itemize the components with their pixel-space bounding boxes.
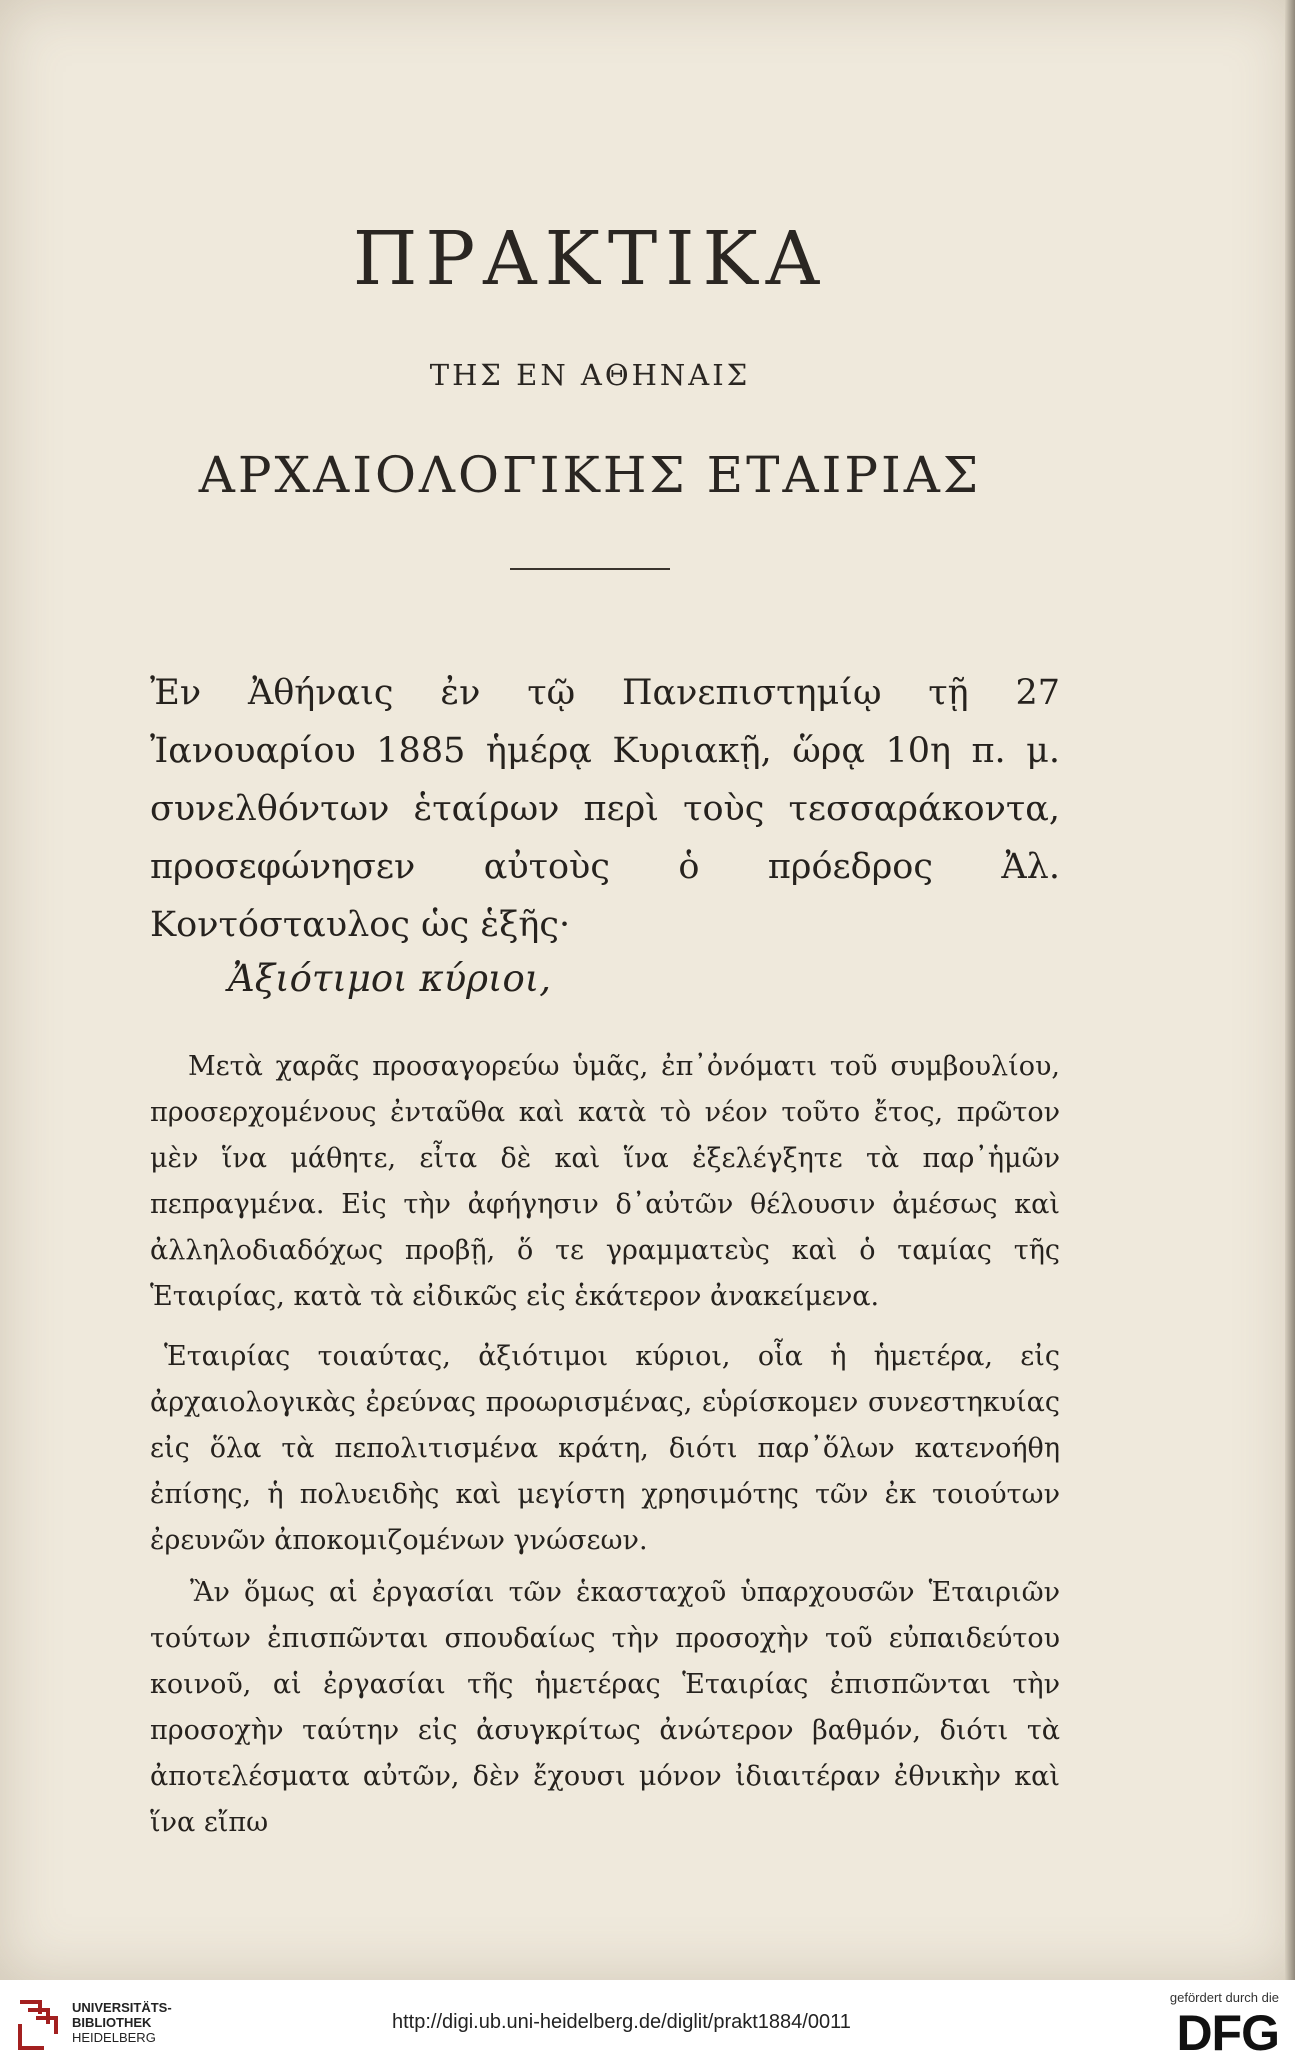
society-name: ΑΡΧΑΙΟΛΟΓΙΚΗΣ ΕΤΑΙΡΙΑΣ	[198, 446, 982, 504]
salutation: Ἀξιότιμοι κύριοι,	[228, 957, 552, 1000]
ub-heidelberg-logo-icon[interactable]	[14, 1994, 62, 2056]
library-name[interactable]	[72, 2000, 172, 2045]
body-paragraph-2: Ἑταιρίας τοιαύτας, ἀξιότιμοι κύριοι, οἷα ἡ ἡμετέρα, εἰς ἀρχαιολογικὰς ἐρεύνας προωρισμένας, εὑρίσκομεν συνεστηκυίας εἰς ὅλα τὰ πεπολιτισμένα κράτη, διότι παρ᾽ὅλων κατενοήθη ἐπίσης, ἡ πολυειδὴς καὶ μεγίστη χρησιμότης τῶν ἐκ τοιούτων ἐρευνῶν ἀποκομιζομένων γνώσεων.	[150, 1341, 1060, 1556]
library-name-line-2: BIBLIOTHEK	[72, 2015, 152, 2030]
library-name-line-1: UNIVERSITÄTS-	[72, 2000, 172, 2015]
dfg-logo[interactable]: DFG	[1176, 2005, 1279, 2061]
body-paragraph-1: Μετὰ χαρᾶς προσαγορεύω ὑμᾶς, ἐπ᾽ὀνόματι τοῦ συμβουλίου, προσερχομένους ἐνταῦθα καὶ κατὰ τὸ νέον τοῦτο ἔτος, πρῶτον μὲν ἵνα μάθητε, εἶτα δὲ καὶ ἵνα ἐξελέγξητε τὰ παρ᾽ἡμῶν πεπραγμένα. Εἰς τὴν ἀφήγησιν δ᾽αὐτῶν θέλουσιν ἀμέσως καὶ ἀλληλοδιαδόχως προβῇ, ὅ τε γραμματεὺς καὶ ὁ ταμίας τῆς Ἑταιρίας, κατὰ τὰ εἰδικῶς εἰς ἑκάτερον ἀνακείμενα.	[150, 1051, 1060, 1312]
viewer-footer	[0, 1980, 1295, 2071]
permalink-url[interactable]: http://digi.ub.uni-heidelberg.de/diglit/prakt1884/0011	[392, 2011, 851, 2033]
document-title: ΠΡΑΚΤΙΚΑ	[352, 216, 828, 302]
library-name-line-3: HEIDELBERG	[72, 2030, 156, 2045]
page-edge	[1285, 0, 1295, 1980]
title-divider	[510, 568, 670, 570]
intro-paragraph: Ἐν Ἀθήναις ἐν τῷ Πανεπιστημίῳ τῇ 27 Ἰανουαρίου 1885 ἡμέρᾳ Κυριακῇ, ὥρᾳ 10η π. μ. συνελθόντων ἑταίρων περὶ τοὺς τεσσαράκοντα, προσεφώνησεν αὐτοὺς ὁ πρόεδρος Ἀλ. Κοντόσταυλος ὡς ἑξῆς·	[150, 673, 1060, 945]
document-subtitle: ΤΗΣ ΕΝ ΑΘΗΝΑΙΣ	[429, 358, 751, 392]
body-paragraph-3: Ἂν ὅμως αἱ ἐργασίαι τῶν ἑκασταχοῦ ὑπαρχουσῶν Ἑταιριῶν τούτων ἐπισπῶνται σπουδαίως τὴν προσοχὴν τοῦ εὐπαιδεύτου κοινοῦ, αἱ ἐργασίαι τῆς ἡμετέρας Ἑταιρίας ἐπισπῶνται τὴν προσοχὴν ταύτην εἰς ἀσυγκρίτως ἀνώτερον βαθμόν, διότι τὰ ἀποτελέσματα αὐτῶν, δὲν ἔχουσι μόνον ἰδιαιτέραν ἐθνικὴν καὶ ἵνα εἴπω	[150, 1577, 1060, 1838]
funding-caption: gefördert durch die	[1169, 1990, 1279, 2005]
